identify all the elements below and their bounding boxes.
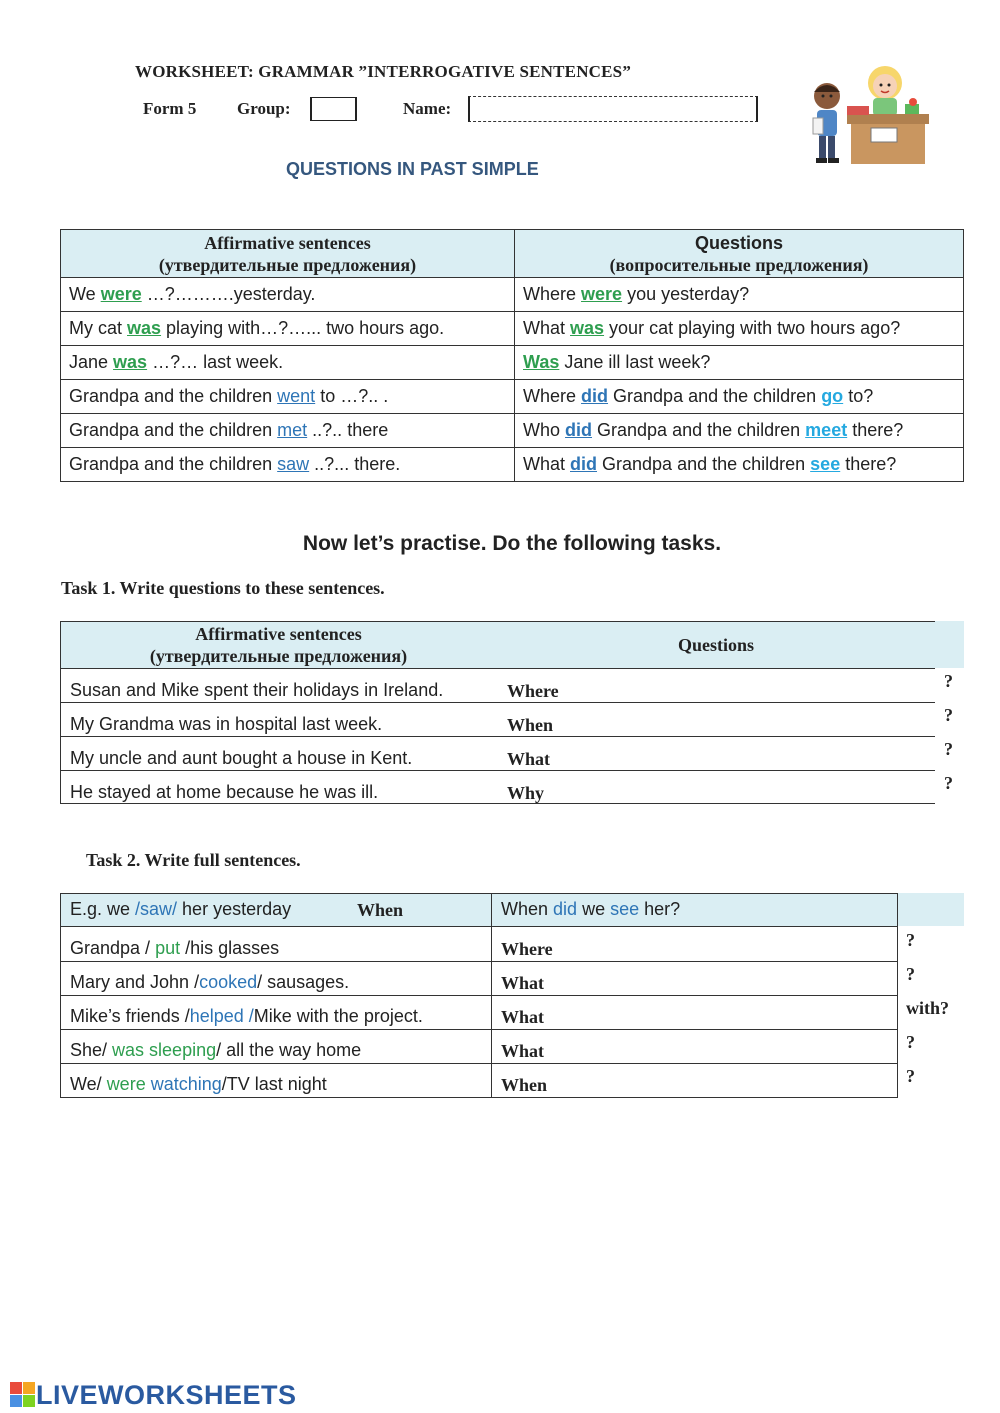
text: E.g. we [70,899,136,919]
text: We/ [70,1074,107,1094]
task2-title: Task 2. Write full sentences. [86,850,301,870]
task2-answer-input[interactable] [560,930,894,958]
table-row [61,346,964,380]
practice-heading: Now let’s practise. Do the following tasks. [302,532,722,555]
divider [60,668,935,669]
verb: see [610,899,640,919]
subtitle: QUESTIONS IN PAST SIMPLE [286,159,539,179]
table-row [61,380,964,414]
verb: was [113,352,148,372]
task1-col2-header: Questions [677,635,755,655]
task2-question-word: When [501,1075,548,1095]
group-label: Group: [237,99,291,118]
task2-question-word: What [501,1041,545,1061]
divider [60,1063,898,1064]
text: there? [840,454,897,474]
question-mark: ? [944,671,953,691]
divider [60,961,898,962]
auxiliary: did [570,454,598,474]
task2-prompt [70,1074,327,1095]
text: Grandpa and the children [608,386,822,406]
header-en: Affirmative sentences [204,232,371,253]
grammar-col-affirmative-header [61,230,515,278]
divider [60,736,935,737]
verb: met [277,420,308,440]
text: Grandpa and the children [69,454,278,474]
text: Jane ill last week? [559,352,711,372]
verb: /saw/ [135,899,178,919]
name-label: Name: [403,99,452,118]
text: there? [847,420,904,440]
logo-text: LIVEWORKSHEETS [36,1380,297,1410]
teacher-student-illustration [805,58,935,170]
task1-question-word: Where [507,681,559,701]
header-en: Questions [694,232,783,253]
logo-icon [10,1382,36,1408]
text: to? [843,386,874,406]
text: …?……….yesterday. [141,284,316,304]
question-cell [515,414,964,448]
verb: were [581,284,623,304]
text: We [69,284,101,304]
affirmative-cell [61,278,515,312]
grammar-col-questions-header [515,230,964,278]
task1-question-word: When [507,715,554,735]
verb: helped / [189,1006,254,1026]
task2-prompt [70,1006,423,1027]
text: My cat [69,318,128,338]
task1-answer-input[interactable] [560,774,930,802]
question-mark: ? [906,1032,915,1052]
affirmative-cell [61,380,515,414]
auxiliary: did [565,420,593,440]
task1-sentence: Susan and Mike spent their holidays in Ireland. [70,680,444,700]
question-mark: with? [906,998,950,1018]
question-cell [515,312,964,346]
verb: was sleeping [112,1040,217,1060]
task2-question-word: When [357,900,404,920]
text: ..?... there. [309,454,401,474]
question-mark: ? [906,930,915,950]
worksheet-title: WORKSHEET: GRAMMAR ”INTERROGATIVE SENTENCES” [135,62,632,81]
divider [60,702,935,703]
text: Grandpa and the children [69,386,278,406]
task2-answer-input[interactable] [560,998,894,1026]
text: / sausages. [257,972,350,992]
task2-question-word: What [501,973,545,993]
verb: Was [523,352,560,372]
affirmative-cell [61,448,515,482]
text: Grandpa / [70,938,156,958]
text: / all the way home [216,1040,362,1060]
text: ..?.. there [307,420,389,440]
question-cell [515,346,964,380]
name-input[interactable] [468,96,758,122]
verb: went [277,386,316,406]
text: Where [523,284,582,304]
text: we [577,899,611,919]
task1-answer-input[interactable] [560,706,930,734]
verb: see [810,454,841,474]
text: What [523,454,571,474]
question-mark: ? [944,739,953,759]
table-row [61,448,964,482]
question-mark: ? [906,964,915,984]
affirmative-cell [61,346,515,380]
text: playing with…?…... two hours ago. [161,318,445,338]
text: Mike’s friends / [70,1006,190,1026]
verb: watching [150,1074,222,1094]
task1-sentence: He stayed at home because he was ill. [70,782,379,802]
question-cell [515,380,964,414]
affirmative-cell [61,414,515,448]
task1-col1-header [60,623,497,667]
header-ru: (утвердительные предложения) [149,646,408,666]
form-label: Form 5 [143,99,197,118]
text: When [501,899,554,919]
task2-example-prompt [70,899,291,920]
question-cell [515,448,964,482]
verb: was [570,318,605,338]
task2-example-answer [501,899,680,920]
text: /his glasses [180,938,280,958]
header-ru: (вопросительные предложения) [609,254,869,275]
question-mark: ? [944,773,953,793]
text: /TV last night [221,1074,327,1094]
verb: go [821,386,844,406]
divider [60,926,898,927]
verb: cooked [199,972,258,992]
auxiliary: did [581,386,609,406]
liveworksheets-logo [10,1380,297,1411]
question-mark: ? [906,1066,915,1086]
text: you yesterday? [622,284,750,304]
group-input[interactable] [310,97,357,121]
task2-question-word: What [501,1007,545,1027]
verb: were [106,1074,151,1094]
verb: meet [805,420,848,440]
text: Where [523,386,582,406]
text: She/ [70,1040,113,1060]
task2-prompt [70,1040,361,1061]
text: Mike with the project. [253,1006,423,1026]
task1-sentence: My Grandma was in hospital last week. [70,714,383,734]
task1-question-word: Why [507,783,545,803]
text: Who [523,420,566,440]
question-mark: ? [944,705,953,725]
divider [60,770,935,771]
task1-title: Task 1. Write questions to these sentences. [61,578,385,598]
text: your cat playing with two hours ago? [604,318,901,338]
divider [60,1029,898,1030]
task1-answer-input[interactable] [560,672,930,700]
table-row [61,414,964,448]
header-ru: (утвердительные предложения) [158,254,417,275]
verb: put [155,938,181,958]
task2-prompt [70,938,279,959]
text: …?… last week. [147,352,284,372]
text: her? [639,899,681,919]
text: Grandpa and the children [597,454,811,474]
question-cell [515,278,964,312]
task2-answer-input[interactable] [560,964,894,992]
affirmative-cell [61,312,515,346]
verb: was [127,318,162,338]
task2-answer-input[interactable] [560,1032,894,1060]
task1-answer-input[interactable] [560,740,930,768]
task2-answer-input[interactable] [560,1066,894,1094]
text: Mary and John / [70,972,200,992]
table-row [61,278,964,312]
task1-sentence: My uncle and aunt bought a house in Kent. [70,748,413,768]
text: Grandpa and the children [592,420,806,440]
verb: were [100,284,142,304]
table-row [61,312,964,346]
grammar-table [60,229,964,482]
text: to …?.. . [315,386,389,406]
text: What [523,318,571,338]
text: Jane [69,352,114,372]
text: her yesterday [177,899,292,919]
header-en: Affirmative sentences [195,624,362,644]
task2-prompt [70,972,349,993]
text: Grandpa and the children [69,420,278,440]
divider [60,995,898,996]
verb: saw [277,454,310,474]
auxiliary: did [553,899,578,919]
task1-question-word: What [507,749,551,769]
task2-question-word: Where [501,939,553,959]
